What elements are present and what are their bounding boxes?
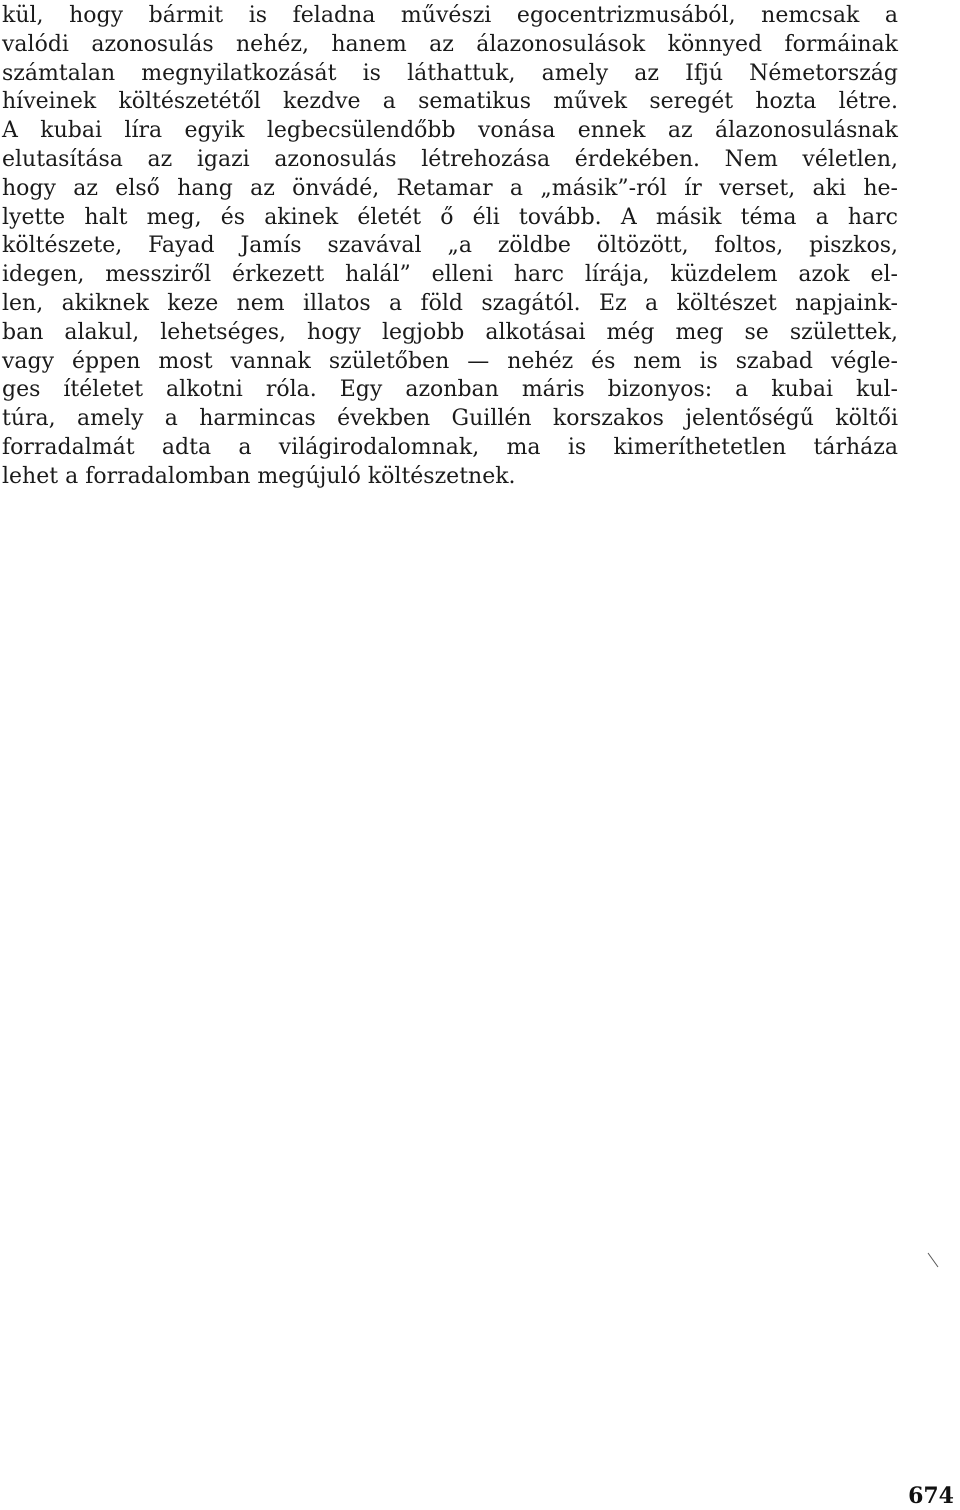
text-line: len, akiknek keze nem illatos a föld szagától. Ez a költészet napjaink- bbox=[2, 290, 898, 316]
text-line: túra, amely a harmincas években Guillén korszakos jelentőségű költői bbox=[2, 406, 898, 432]
text-line: lehet a forradalomban megújuló költészetnek. bbox=[2, 463, 516, 489]
text-line: kül, hogy bármit is feladna művészi egocentrizmusából, nemcsak a bbox=[2, 3, 898, 28]
text-line: számtalan megnyilatkozását is láthattuk, amely az Ifjú Németország bbox=[2, 60, 898, 86]
text-line: idegen, messziről érkezett halál” elleni harc lírája, küzdelem azok el- bbox=[2, 262, 898, 288]
stray-mark bbox=[926, 1252, 940, 1268]
text-line: vagy éppen most vannak születőben — nehéz és nem is szabad végle- bbox=[2, 348, 898, 374]
text-line: elutasítása az igazi azonosulás létrehozása érdekében. Nem véletlen, bbox=[2, 146, 898, 172]
text-line: hogy az első hang az önvádé, Retamar a „másik”-ról ír verset, aki he- bbox=[2, 175, 898, 201]
text-line: valódi azonosulás nehéz, hanem az álazonosulások könnyed formáinak bbox=[2, 31, 898, 57]
text-line: ban alakul, lehetséges, hogy legjobb alkotásai még meg se születtek, bbox=[2, 319, 898, 345]
text-line: híveinek költészetétől kezdve a sematikus művek seregét hozta létre. bbox=[2, 89, 898, 115]
text-line: ges ítéletet alkotni róla. Egy azonban máris bizonyos: a kubai kul- bbox=[2, 377, 898, 403]
text-line: lyette halt meg, és akinek életét ő éli tovább. A másik téma a harc bbox=[2, 204, 898, 230]
text-line: A kubai líra egyik legbecsülendőbb vonása ennek az álazonosulásnak bbox=[2, 118, 898, 144]
page-number: 674 bbox=[908, 1483, 954, 1509]
text-line: költészete, Fayad Jamís szavával „a zöldbe öltözött, foltos, piszkos, bbox=[2, 233, 898, 259]
body-text bbox=[2, 2, 898, 492]
text-line: forradalmát adta a világirodalomnak, ma is kimeríthetetlen tárháza bbox=[2, 434, 898, 460]
